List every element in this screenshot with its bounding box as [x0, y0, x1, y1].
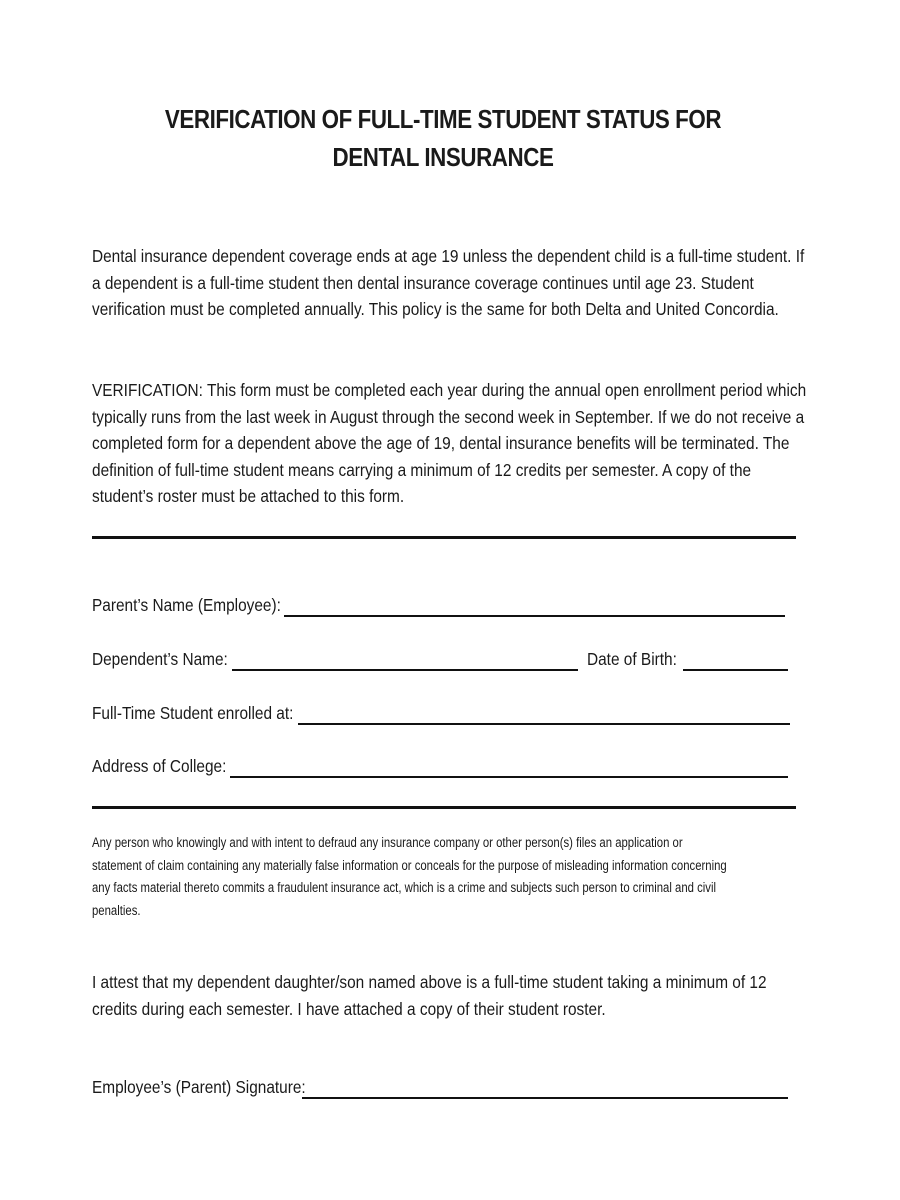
verification-line: typically runs from the last week in August through the second week in September. If we do not receive a	[92, 406, 805, 427]
form-title-line-2: DENTAL INSURANCE	[332, 142, 554, 172]
college-address-line-2[interactable]	[92, 806, 796, 809]
section-divider-top	[92, 536, 796, 539]
intro-line: Dental insurance dependent coverage ends at age 19 unless the dependent child is a full-time student. If	[92, 246, 805, 266]
parent-name-label: Parent’s Name (Employee):	[92, 595, 281, 615]
attestation-paragraph	[92, 969, 767, 1022]
dependent-name-label: Dependent’s Name:	[92, 649, 228, 669]
verification-line: student’s roster must be attached to this form.	[92, 486, 405, 506]
enrolled-at-row	[92, 703, 792, 727]
date-of-birth-label: Date of Birth:	[587, 649, 677, 669]
signature-label: Employee’s (Parent) Signature:	[92, 1077, 306, 1097]
form-title-line-1: VERIFICATION OF FULL-TIME STUDENT STATUS FOR	[164, 104, 722, 134]
enrolled-at-label: Full-Time Student enrolled at:	[92, 703, 294, 723]
attest-line: I attest that my dependent daughter/son named above is a full-time student taking a minimum of 12	[92, 972, 767, 992]
intro-paragraph	[92, 243, 805, 323]
college-address-label: Address of College:	[92, 756, 227, 776]
fraud-notice	[92, 832, 764, 922]
verification-line: completed form for a dependent above the age of 19, dental insurance benefits will be terminated. The	[92, 433, 790, 453]
intro-line: verification must be completed annually. This policy is the same for both Delta and United Concordia.	[92, 299, 779, 319]
fraud-line: penalties.	[92, 902, 141, 918]
attest-line: credits during each semester. I have attached a copy of their student roster.	[92, 998, 606, 1019]
fraud-line: statement of claim containing any materially false information or conceals for the purpose of misleading information concerning	[92, 857, 727, 873]
college-address-field[interactable]	[230, 776, 788, 778]
date-of-birth-field[interactable]	[683, 669, 788, 671]
fraud-line: Any person who knowingly and with intent to defraud any insurance company or other person(s) files an application or	[92, 835, 683, 850]
parent-name-row	[92, 595, 792, 619]
fraud-line: any facts material thereto commits a fraudulent insurance act, which is a crime and subjects such person to criminal and civil	[92, 880, 716, 895]
intro-line: a dependent is a full-time student then dental insurance coverage continues until age 23. Student	[92, 272, 754, 293]
signature-field[interactable]	[302, 1097, 788, 1099]
signature-row	[92, 1077, 792, 1101]
verification-line: definition of full-time student means carrying a minimum of 12 credits per semester. A copy of the	[92, 459, 752, 480]
verification-line: VERIFICATION: This form must be completed each year during the annual open enrollment period which	[92, 380, 807, 400]
parent-name-field[interactable]	[284, 615, 785, 617]
college-address-row	[92, 756, 792, 780]
dependent-name-field[interactable]	[232, 669, 578, 671]
verification-paragraph	[92, 377, 807, 510]
enrolled-at-field[interactable]	[298, 723, 790, 725]
dependent-name-row	[92, 649, 792, 673]
